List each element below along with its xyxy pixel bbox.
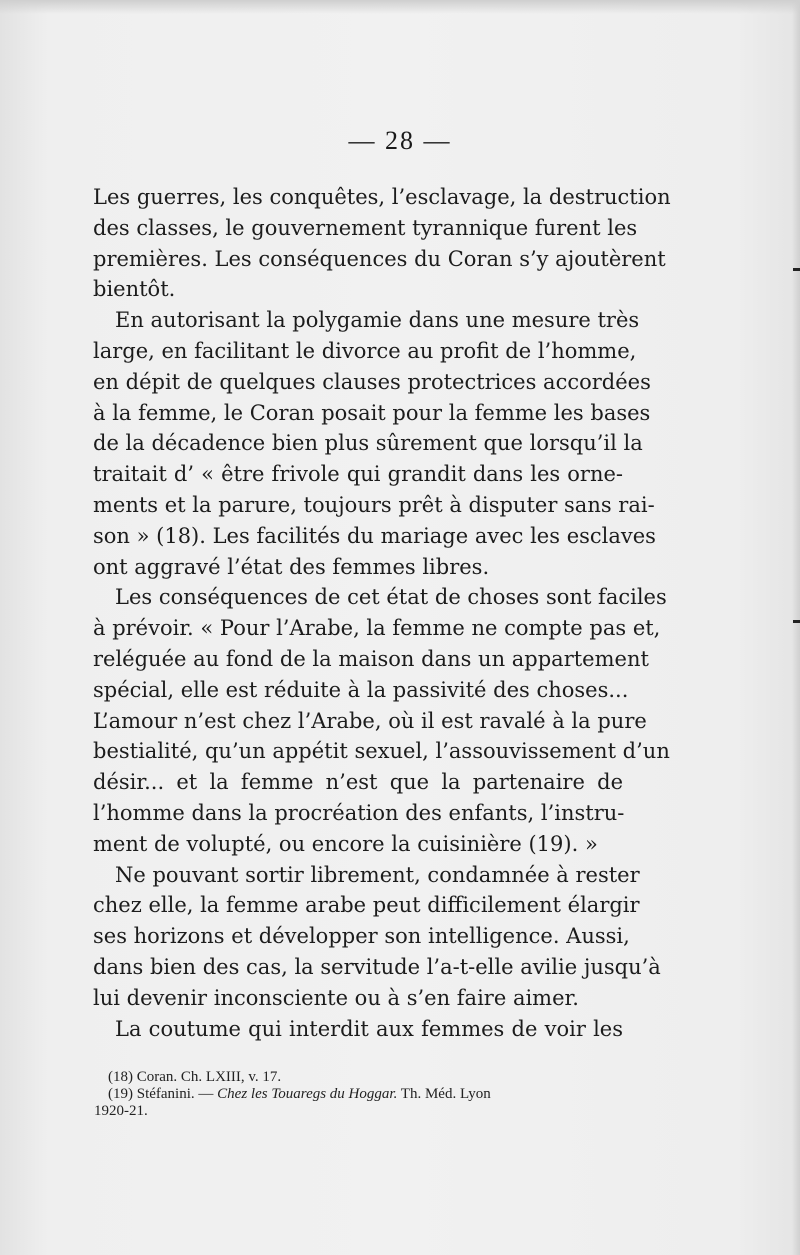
text-line: des classes, le gouvernement tyrannique furent les [93, 215, 638, 240]
text-line: La coutume qui interdit aux femmes de voir les [115, 1016, 623, 1041]
text-line: en dépit de quelques clauses protectrices accordées [93, 369, 651, 394]
text-line: à prévoir. « Pour l’Arabe, la femme ne compte pas et, [93, 616, 661, 641]
footnotes [94, 1069, 628, 1120]
body-text [93, 182, 671, 1044]
footnote-19-continuation: 1920-21. [94, 1103, 148, 1119]
page-right-shadow [792, 0, 800, 1255]
text-line: bestialité, qu’un appétit sexuel, l’assouvissement d’un [93, 739, 670, 764]
text-line: Les guerres, les conquêtes, l’esclavage, la destruction [93, 185, 671, 209]
text-line: Ne pouvant sortir librement, condamnée à rester [115, 862, 640, 887]
text-line: premières. Les conséquences du Coran s’y ajoutèrent [93, 246, 666, 271]
text-line: reléguée au fond de la maison dans un appartement [93, 646, 649, 671]
text-line: chez elle, la femme arabe peut difficilement élargir [93, 893, 640, 918]
page-number: — 28 — [348, 126, 452, 155]
text-line: de la décadence bien plus sûrement que lorsqu’il la [93, 431, 643, 456]
text-line: désir... et la femme n’est que la partenaire de [93, 770, 623, 795]
footnote-19-suffix: Th. Méd. Lyon [397, 1086, 491, 1102]
text-line: L’amour n’est chez l’Arabe, où il est ravalé à la pure [93, 708, 647, 733]
text-line: lui devenir inconsciente ou à s’en faire aimer. [93, 985, 579, 1010]
footnote-18: (18) Coran. Ch. LXIII, v. 17. [108, 1069, 282, 1085]
footnote-19-prefix: (19) Stéfanini. — [108, 1086, 218, 1102]
text-line: bientôt. [93, 277, 176, 302]
text-line: l’homme dans la procréation des enfants, l’instru- [93, 800, 625, 825]
text-line: large, en facilitant le divorce au profit de l’homme, [93, 338, 637, 363]
footnote-19-title: Chez les Touaregs du Hoggar. [217, 1086, 398, 1102]
edge-mark [793, 268, 800, 271]
text-line: dans bien des cas, la servitude l’a-t-elle avilie jusqu’à [93, 954, 661, 979]
text-line: Les conséquences de cet état de choses sont faciles [115, 585, 667, 610]
edge-mark [793, 620, 800, 623]
footnote-19 [108, 1086, 628, 1103]
text-line: spécial, elle est réduite à la passivité des choses... [93, 677, 629, 702]
text-line: ont aggravé l’état des femmes libres. [93, 554, 490, 579]
text-line: à la femme, le Coran posait pour la femme les bases [93, 400, 651, 425]
text-line: En autorisant la polygamie dans une mesure très [115, 308, 640, 333]
text-line: ments et la parure, toujours prêt à disputer sans rai- [93, 492, 655, 517]
text-line: ment de volupté, ou encore la cuisinière (19). » [93, 831, 598, 856]
text-line: ses horizons et développer son intelligence. Aussi, [93, 924, 630, 949]
text-line: son » (18). Les facilités du mariage avec les esclaves [93, 523, 656, 548]
text-line: traitait d’ « être frivole qui grandit dans les orne- [93, 462, 623, 487]
page-top-shadow [0, 0, 800, 14]
